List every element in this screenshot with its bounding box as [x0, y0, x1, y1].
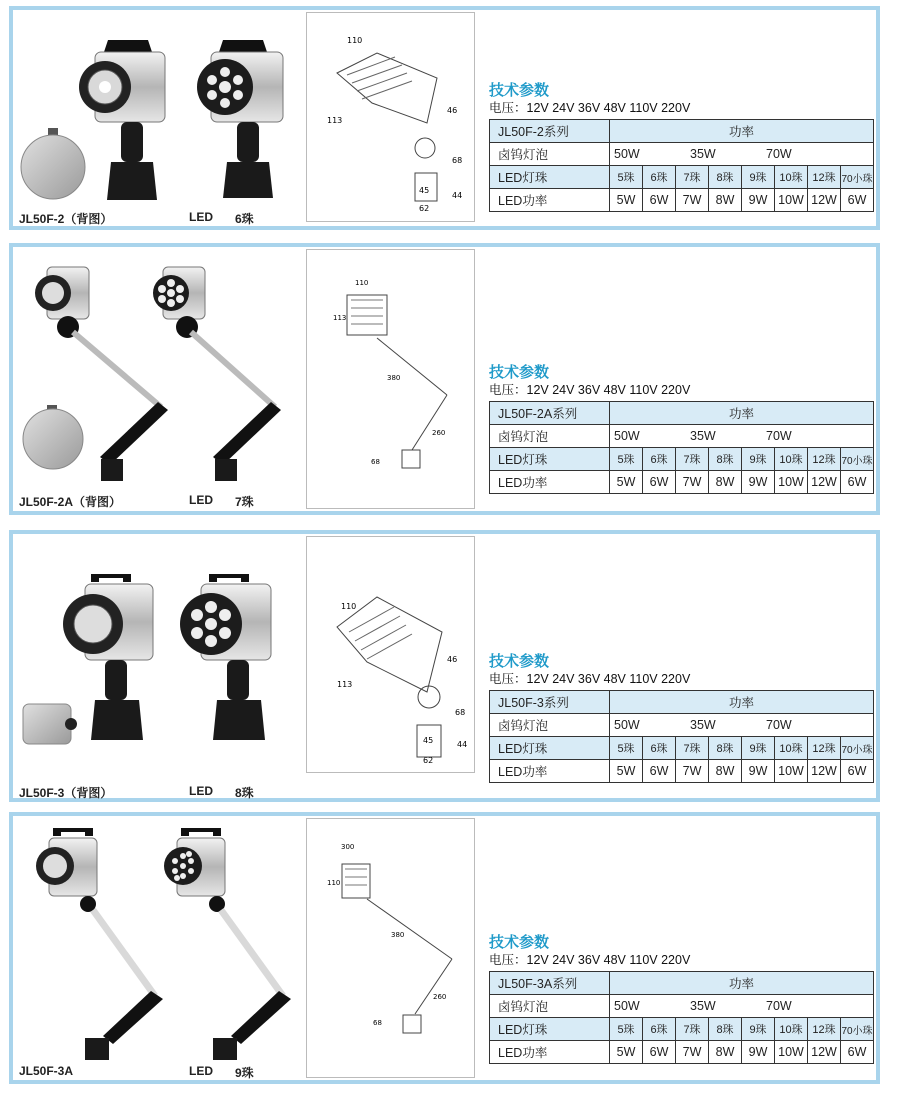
spec-voltage: 电压：12V 24V 36V 48V 110V 220V: [489, 953, 691, 967]
led-arm-lamp-image: [153, 267, 281, 481]
spec-table: [489, 401, 874, 494]
led-beads-cell: 8珠: [709, 166, 742, 189]
led-power-cell: 7W: [676, 189, 709, 212]
table-row: [490, 425, 874, 448]
halogen-value: 70W: [766, 718, 792, 732]
dim-label: 260: [432, 429, 446, 437]
power-header: 功率: [610, 972, 874, 995]
halogen-value: 50W: [614, 999, 640, 1013]
product-panel-jl50f-2: [9, 6, 880, 230]
led-power-cell: 5W: [610, 471, 643, 494]
led-beads-cell: 9珠: [742, 166, 775, 189]
led-lamp-image: [197, 40, 283, 198]
dimension-drawing: [306, 818, 475, 1078]
led-caption: LED: [189, 1064, 213, 1078]
dim-label: 113: [327, 116, 343, 125]
spec-block: [489, 653, 874, 783]
halogen-values: [610, 995, 874, 1018]
led-lamp-image: [180, 574, 271, 740]
spec-table: [489, 971, 874, 1064]
led-beads-cell: 12珠: [808, 1018, 841, 1041]
halogen-value: 50W: [614, 718, 640, 732]
model-caption: JL50F-3A: [19, 1064, 74, 1078]
led-beads-label: LED灯珠: [490, 448, 610, 471]
led-beads-cell: 8珠: [709, 448, 742, 471]
led-power-cell: 10W: [775, 1041, 808, 1064]
led-beads-cell: 5珠: [610, 1018, 643, 1041]
led-power-cell: 7W: [676, 471, 709, 494]
dim-label: 44: [457, 740, 468, 749]
led-beads-cell: 12珠: [808, 448, 841, 471]
dim-label: 110: [341, 602, 357, 611]
led-beads-label: LED灯珠: [490, 1018, 610, 1041]
led-beads-cell: 70小珠: [841, 448, 874, 471]
led-power-cell: 9W: [742, 471, 775, 494]
led-power-cell: 9W: [742, 189, 775, 212]
led-power-cell: 6W: [841, 189, 874, 212]
led-power-cell: 6W: [643, 760, 676, 783]
beads-caption: 8珠: [235, 786, 254, 800]
product-panel-jl50f-3a: [9, 812, 880, 1084]
led-power-cell: 7W: [676, 760, 709, 783]
dim-label: 110: [347, 36, 363, 45]
led-power-label: LED功率: [490, 471, 610, 494]
halogen-value: 70W: [766, 429, 792, 443]
table-row: [490, 166, 874, 189]
series-cell: JL50F-3系列: [490, 691, 610, 714]
led-power-cell: 6W: [841, 1041, 874, 1064]
led-power-cell: 12W: [808, 1041, 841, 1064]
back-view-lamp-image: [23, 704, 77, 744]
dim-label: 44: [452, 191, 463, 200]
led-power-cell: 6W: [643, 1041, 676, 1064]
halogen-values: [610, 425, 874, 448]
led-power-cell: 10W: [775, 760, 808, 783]
led-beads-cell: 10珠: [775, 166, 808, 189]
spec-voltage: 电压：12V 24V 36V 48V 110V 220V: [489, 101, 691, 115]
table-row: [490, 143, 874, 166]
dim-label: 45: [419, 186, 430, 195]
led-beads-cell: 9珠: [742, 737, 775, 760]
halogen-value: 35W: [690, 429, 716, 443]
product-panel-jl50f-2a: [9, 243, 880, 515]
model-caption: JL50F-2A（背图）: [19, 495, 122, 509]
led-beads-cell: 12珠: [808, 737, 841, 760]
led-beads-cell: 9珠: [742, 1018, 775, 1041]
lamp-photo-illustration: [13, 534, 303, 802]
table-row: [490, 402, 874, 425]
halogen-value: 50W: [614, 147, 640, 161]
led-power-cell: 8W: [709, 189, 742, 212]
led-beads-cell: 5珠: [610, 166, 643, 189]
halogen-values: [610, 143, 874, 166]
dim-label: 113: [337, 680, 353, 689]
table-row: [490, 1018, 874, 1041]
led-beads-cell: 10珠: [775, 1018, 808, 1041]
led-power-cell: 8W: [709, 760, 742, 783]
dim-label: 68: [373, 1019, 382, 1027]
led-power-cell: 6W: [841, 471, 874, 494]
led-power-cell: 9W: [742, 760, 775, 783]
table-row: [490, 189, 874, 212]
dimension-drawing: [306, 12, 475, 222]
halogen-value: 70W: [766, 147, 792, 161]
table-row: [490, 995, 874, 1018]
dim-label: 260: [433, 993, 447, 1001]
power-header: 功率: [610, 120, 874, 143]
spec-block: [489, 364, 874, 494]
halogen-values: [610, 714, 874, 737]
led-power-cell: 7W: [676, 1041, 709, 1064]
back-view-lamp-image: [21, 128, 85, 199]
table-row: [490, 760, 874, 783]
halogen-lamp-image: [63, 574, 153, 740]
led-beads-cell: 70小珠: [841, 166, 874, 189]
led-beads-cell: 6珠: [643, 1018, 676, 1041]
led-beads-cell: 8珠: [709, 737, 742, 760]
halogen-label: 卤钨灯泡: [490, 143, 610, 166]
led-power-cell: 12W: [808, 760, 841, 783]
spec-title: 技术参数: [489, 653, 550, 670]
halogen-value: 35W: [690, 999, 716, 1013]
led-power-cell: 10W: [775, 471, 808, 494]
product-photos: [13, 10, 303, 226]
dim-label: 380: [391, 931, 405, 939]
dim-label: 62: [419, 204, 430, 213]
product-photos: [13, 534, 303, 798]
led-power-cell: 5W: [610, 760, 643, 783]
led-beads-cell: 9珠: [742, 448, 775, 471]
led-beads-cell: 7珠: [676, 448, 709, 471]
led-beads-cell: 6珠: [643, 737, 676, 760]
dim-label: 68: [455, 708, 466, 717]
led-beads-cell: 7珠: [676, 1018, 709, 1041]
back-view-lamp-image: [23, 405, 83, 469]
led-beads-cell: 10珠: [775, 448, 808, 471]
dimension-drawing: [306, 249, 475, 509]
led-power-cell: 8W: [709, 1041, 742, 1064]
halogen-arm-lamp-image: [36, 828, 163, 1060]
led-beads-cell: 12珠: [808, 166, 841, 189]
beads-caption: 6珠: [235, 212, 254, 226]
led-power-cell: 8W: [709, 471, 742, 494]
led-beads-cell: 70小珠: [841, 737, 874, 760]
model-caption: JL50F-3（背图）: [19, 786, 113, 800]
lamp-photo-illustration: [13, 10, 303, 230]
lamp-photo-illustration: [13, 816, 303, 1084]
led-beads-label: LED灯珠: [490, 737, 610, 760]
table-row: [490, 448, 874, 471]
dim-label: 45: [423, 736, 434, 745]
dim-label: 62: [423, 756, 434, 765]
spec-block: [489, 82, 874, 212]
led-caption: LED: [189, 210, 213, 224]
led-power-cell: 9W: [742, 1041, 775, 1064]
spec-voltage: 电压：12V 24V 36V 48V 110V 220V: [489, 672, 691, 686]
led-power-cell: 5W: [610, 1041, 643, 1064]
product-panel-jl50f-3: [9, 530, 880, 802]
led-beads-cell: 8珠: [709, 1018, 742, 1041]
spec-title: 技术参数: [489, 82, 550, 99]
table-row: [490, 1041, 874, 1064]
series-cell: JL50F-3A系列: [490, 972, 610, 995]
halogen-label: 卤钨灯泡: [490, 714, 610, 737]
led-beads-cell: 5珠: [610, 737, 643, 760]
halogen-value: 35W: [690, 718, 716, 732]
dim-label: 46: [447, 106, 458, 115]
led-beads-cell: 7珠: [676, 737, 709, 760]
table-row: [490, 471, 874, 494]
led-power-label: LED功率: [490, 189, 610, 212]
led-power-cell: 6W: [841, 760, 874, 783]
series-cell: JL50F-2A系列: [490, 402, 610, 425]
led-power-cell: 12W: [808, 471, 841, 494]
dimension-drawing: [306, 536, 475, 773]
halogen-value: 35W: [690, 147, 716, 161]
led-beads-label: LED灯珠: [490, 166, 610, 189]
led-caption: LED: [189, 493, 213, 507]
led-power-label: LED功率: [490, 1041, 610, 1064]
power-header: 功率: [610, 402, 874, 425]
spec-table: [489, 690, 874, 783]
halogen-label: 卤钨灯泡: [490, 425, 610, 448]
halogen-lamp-image: [79, 40, 165, 200]
beads-caption: 9珠: [235, 1066, 254, 1080]
led-power-cell: 12W: [808, 189, 841, 212]
table-row: [490, 737, 874, 760]
led-beads-cell: 6珠: [643, 166, 676, 189]
dim-label: 113: [333, 314, 347, 322]
spec-title: 技术参数: [489, 364, 550, 381]
led-beads-cell: 70小珠: [841, 1018, 874, 1041]
table-row: [490, 691, 874, 714]
table-row: [490, 972, 874, 995]
dim-label: 68: [452, 156, 463, 165]
led-power-cell: 6W: [643, 471, 676, 494]
led-beads-cell: 6珠: [643, 448, 676, 471]
led-beads-cell: 5珠: [610, 448, 643, 471]
led-power-cell: 5W: [610, 189, 643, 212]
beads-caption: 7珠: [235, 495, 254, 509]
led-power-cell: 6W: [643, 189, 676, 212]
led-power-cell: 10W: [775, 189, 808, 212]
halogen-value: 70W: [766, 999, 792, 1013]
product-photos: [13, 247, 303, 511]
lamp-photo-illustration: [13, 247, 303, 515]
series-cell: JL50F-2系列: [490, 120, 610, 143]
spec-block: [489, 934, 874, 1064]
table-row: [490, 714, 874, 737]
led-beads-cell: 7珠: [676, 166, 709, 189]
halogen-label: 卤钨灯泡: [490, 995, 610, 1018]
dim-label: 68: [371, 458, 380, 466]
led-beads-cell: 10珠: [775, 737, 808, 760]
spec-voltage: 电压：12V 24V 36V 48V 110V 220V: [489, 383, 691, 397]
model-caption: JL50F-2（背图）: [19, 212, 113, 226]
power-header: 功率: [610, 691, 874, 714]
table-row: [490, 120, 874, 143]
led-power-label: LED功率: [490, 760, 610, 783]
halogen-value: 50W: [614, 429, 640, 443]
dim-label: 46: [447, 655, 458, 664]
dim-label: 110: [355, 279, 369, 287]
spec-title: 技术参数: [489, 934, 550, 951]
spec-table: [489, 119, 874, 212]
product-photos: [13, 816, 303, 1080]
led-caption: LED: [189, 784, 213, 798]
dim-label: 300: [341, 843, 355, 851]
dim-label: 380: [387, 374, 401, 382]
dim-label: 110: [327, 879, 341, 887]
led-arm-lamp-image: [164, 828, 291, 1060]
